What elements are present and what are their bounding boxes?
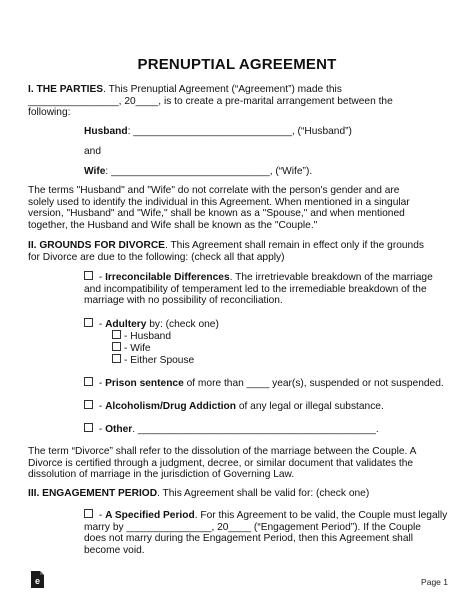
svg-text:e: e	[34, 576, 41, 586]
adultery-suboption-wife: - Wife	[112, 342, 151, 355]
checkbox-husband[interactable]	[112, 330, 121, 339]
adultery-suboption-either: - Either Spouse	[112, 354, 194, 367]
gender-note: The terms "Husband" and "Wife" do not correlate with the person's gender and are solely used to identify the individual in this Agreement. When mentioned in a singular version, "Husband" and "Wife," shall be known as a "Spouse," and when mentioned together, the Husband and Wife shall be known as the "Couple."	[28, 185, 410, 231]
and-text: and	[84, 146, 101, 157]
checkbox-prison[interactable]	[84, 377, 93, 386]
wife-name-field[interactable]: : ____________________________, (“Wife”).	[105, 166, 313, 177]
checkbox-wife[interactable]	[112, 342, 121, 351]
alcohol-option: - Alcoholism/Drug Addiction of any legal or illegal substance.	[84, 400, 384, 413]
irreconcilable-option: - Irreconcilable Differences. The irretrievable breakdown of the marriage and incompatibility of temperament led to the irremediable breakdown of the marriage with no possibility of reconciliation.	[84, 272, 433, 307]
other-option: - Other. __________________________________________.	[84, 423, 379, 436]
checkbox-other[interactable]	[84, 423, 93, 432]
husband-line: Husband: ____________________________, (“Husband”)	[84, 126, 352, 137]
specified-period-option: - A Specified Period. For this Agreement to be valid, the Couple must legally marry by _______________, 20____ (“Engagement Period”). If the Couple does not marry during the Engagement Period, then this Agreement shall become void.	[84, 510, 448, 556]
husband-name-field[interactable]: : ____________________________, (“Husband”)	[127, 126, 352, 137]
document-logo-icon	[30, 570, 45, 589]
divorce-definition: The term “Divorce” shall refer to the dissolution of the marriage between the Couple. A Divorce is certified through a judgment, decree, or similar document that validates the dissolution of marriage in the jurisdiction of Governing Law.	[28, 446, 417, 481]
document-title: PRENUPTIAL AGREEMENT	[137, 56, 337, 73]
adultery-suboption-husband: - Husband	[112, 330, 171, 343]
checkbox-irreconcilable[interactable]	[84, 271, 93, 280]
checkbox-specified-period[interactable]	[84, 509, 93, 518]
parties-heading: I. THE PARTIES	[28, 84, 104, 95]
parties-paragraph: I. THE PARTIES. This Prenuptial Agreement (“Agreement”) made this ________________, 20____, is to create a pre-marital arrangement between the following:	[28, 84, 393, 119]
prison-option: - Prison sentence of more than ____ year(s), suspended or not suspended.	[84, 377, 444, 390]
checkbox-either-spouse[interactable]	[112, 354, 121, 363]
checkbox-alcohol[interactable]	[84, 400, 93, 409]
other-field[interactable]: . __________________________________________.	[132, 424, 379, 435]
adultery-option: - Adultery by: (check one)	[84, 318, 219, 331]
engagement-heading: III. ENGAGEMENT PERIOD	[28, 488, 158, 499]
grounds-heading: II. GROUNDS FOR DIVORCE	[28, 240, 165, 251]
page-number: Page 1	[421, 577, 448, 587]
wife-line: Wife: ____________________________, (“Wife”).	[84, 166, 313, 177]
grounds-paragraph: II. GROUNDS FOR DIVORCE. This Agreement shall remain in effect only if the grounds for Divorce are due to the following: (check all that apply)	[28, 240, 424, 263]
engagement-paragraph: III. ENGAGEMENT PERIOD. This Agreement shall be valid for: (check one)	[28, 488, 370, 499]
checkbox-adultery[interactable]	[84, 318, 93, 327]
